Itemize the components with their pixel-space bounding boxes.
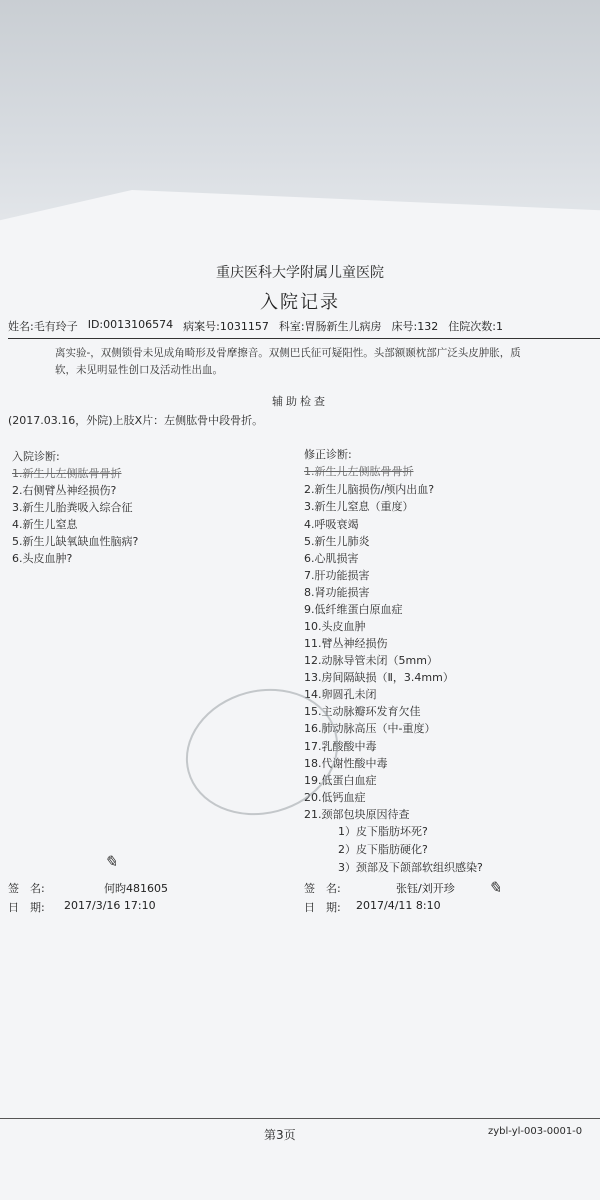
sign-label-left: 签 名: <box>8 882 45 895</box>
date-value-right: 2017/4/11 8:10 <box>356 899 441 912</box>
revised-dx-item: 5.新生儿肺炎 <box>304 535 370 548</box>
revised-dx-item: 18.代谢性酸中毒 <box>304 757 388 770</box>
exam-line-2: 软，未见明显性创口及活动性出血。 <box>55 364 223 376</box>
sign-value-right: 张钰/刘开珍 <box>396 882 455 895</box>
department: 科室:胃肠新生儿病房 <box>278 320 382 333</box>
patient-id: ID:0013106574 <box>87 318 174 331</box>
revised-dx-item: 19.低蛋白血症 <box>304 774 377 787</box>
revised-dx-title: 修正诊断: <box>304 448 352 461</box>
revised-dx-item: 1.新生儿左侧肱骨骨折 <box>304 465 414 478</box>
revised-dx-item: 10.头皮血肿 <box>304 620 366 633</box>
admission-dx-item: 2.右侧臂丛神经损伤? <box>12 484 117 497</box>
revised-dx-item: 9.低纤维蛋白原血症 <box>304 603 403 616</box>
revised-dx-item: 8.肾功能损害 <box>304 586 370 599</box>
revised-dx-item: 20.低钙血症 <box>304 791 366 804</box>
aux-exam-title: 辅助检查 <box>272 395 328 408</box>
revised-dx-item: 6.心肌损害 <box>304 552 359 565</box>
date-value-left: 2017/3/16 17:10 <box>64 899 156 912</box>
revised-dx-subitem: 1）皮下脂肪坏死? <box>338 825 428 838</box>
sign-label-right: 签 名: <box>304 882 341 895</box>
page-number: 第3页 <box>264 1128 296 1142</box>
hospital-name: 重庆医科大学附属儿童医院 <box>216 265 384 281</box>
sign-value-left: 何昀481605 <box>104 882 168 895</box>
admission-dx-item: 5.新生儿缺氧缺血性脑病? <box>12 535 139 548</box>
bleed-through-text <box>200 140 400 200</box>
revised-dx-subitem: 2）皮下脂肪硬化? <box>338 843 428 856</box>
revised-dx-item: 4.呼吸衰竭 <box>304 518 359 531</box>
admission-dx-item: 4.新生儿窒息 <box>12 518 78 531</box>
patient-name: 姓名:毛有玲子 <box>8 320 78 333</box>
revised-dx-item: 11.臂丛神经损伤 <box>304 637 388 650</box>
document-title: 入院记录 <box>260 292 340 313</box>
admission-dx-item: 3.新生儿胎粪吸入综合征 <box>12 501 133 514</box>
admission-dx-item: 1.新生儿左侧肱骨骨折 <box>12 467 122 480</box>
handwritten-signature-right: ✎ <box>488 878 502 897</box>
date-label-right: 日 期: <box>304 901 341 914</box>
revised-dx-item: 16.肺动脉高压（中-重度） <box>304 722 436 735</box>
form-code: zybl-yl-003-0001-0 <box>488 1126 583 1137</box>
admission-dx-item: 6.头皮血肿? <box>12 552 73 565</box>
revised-dx-item: 7.肝功能损害 <box>304 569 370 582</box>
revised-dx-item: 17.乳酸酸中毒 <box>304 740 377 753</box>
revised-dx-item: 21.颈部包块原因待查 <box>304 808 410 821</box>
bed-number: 床号:132 <box>391 320 439 333</box>
exam-line-1: 离实验-，双侧锁骨未见成角畸形及骨摩擦音。双侧巴氏征可疑阳性。头部额颞枕部广泛头皮肿胀，质 <box>55 347 521 359</box>
revised-dx-item: 13.房间隔缺损（Ⅱ，3.4mm） <box>304 671 454 684</box>
revised-dx-subitem: 3）颈部及下颌部软组织感染? <box>338 861 483 874</box>
footer-rule <box>0 1118 600 1119</box>
revised-dx-item: 2.新生儿脑损伤/颅内出血? <box>304 483 435 496</box>
visit-count: 住院次数:1 <box>448 320 503 333</box>
revised-dx-item: 14.卵圆孔未闭 <box>304 688 377 701</box>
patient-info-bar <box>8 318 600 339</box>
date-label-left: 日 期: <box>8 901 45 914</box>
admission-dx-title: 入院诊断: <box>12 450 60 463</box>
revised-dx-item: 15.主动脉瓣环发育欠佳 <box>304 705 421 718</box>
case-number: 病案号:1031157 <box>183 320 269 333</box>
revised-dx-item: 3.新生儿窒息（重度） <box>304 500 414 513</box>
handwritten-signature-left: ✎ <box>104 852 118 871</box>
aux-exam-text: (2017.03.16，外院)上肢X片：左侧肱骨中段骨折。 <box>8 414 264 427</box>
revised-dx-item: 12.动脉导管未闭（5mm） <box>304 654 438 667</box>
